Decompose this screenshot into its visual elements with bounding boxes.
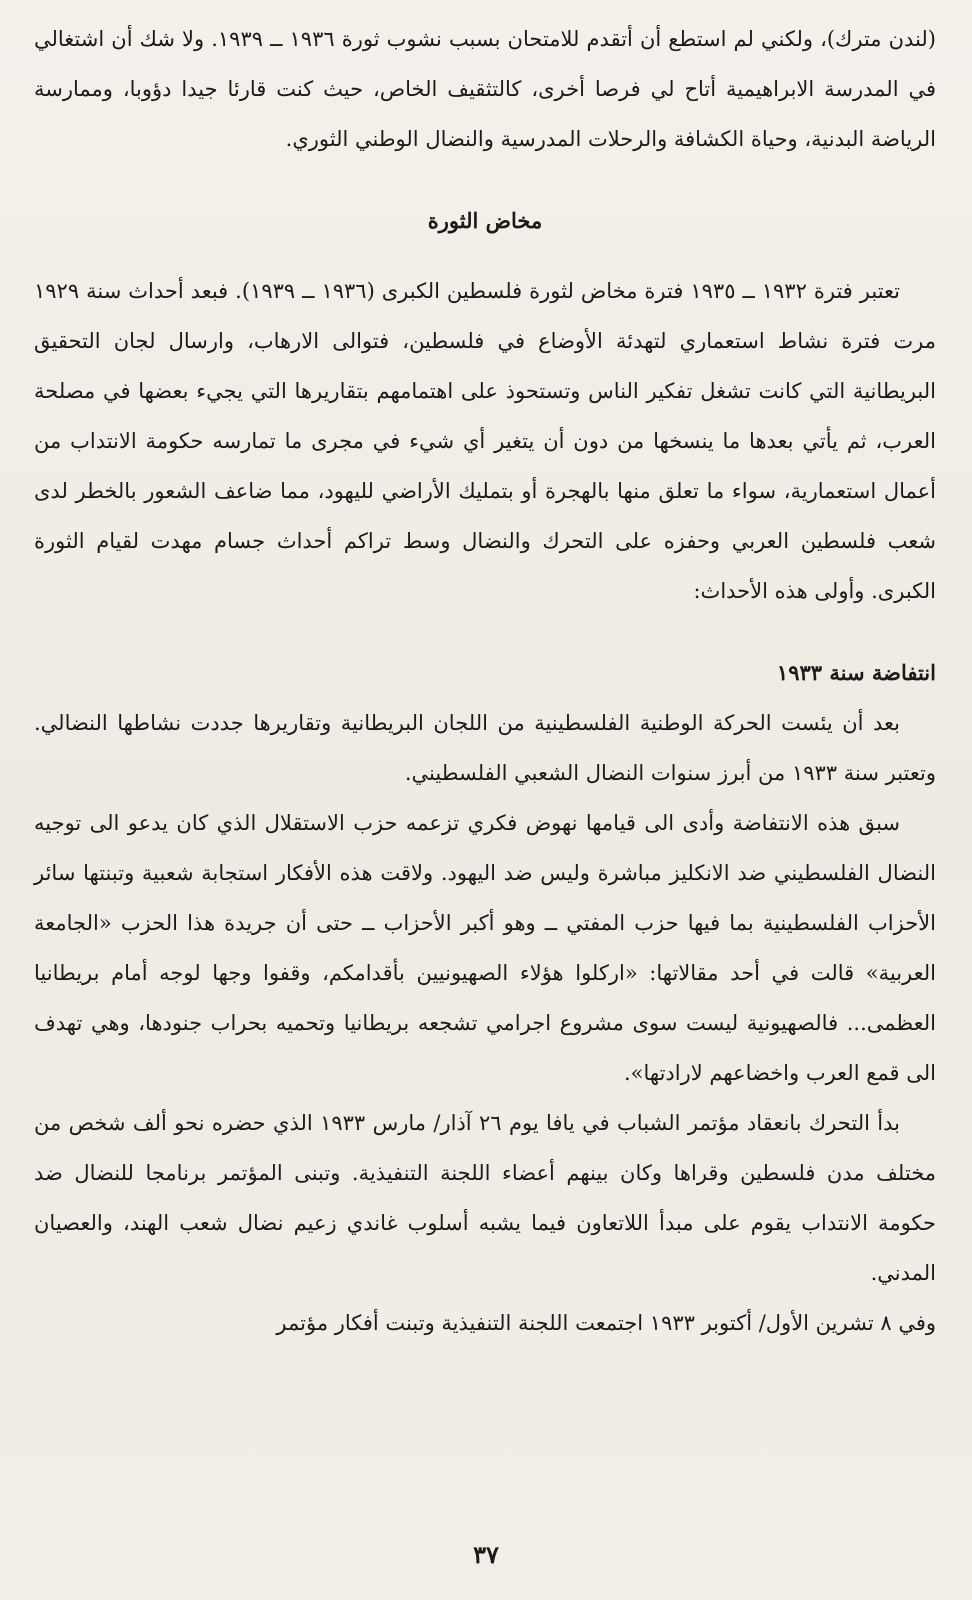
page-number: ٣٧ — [473, 1540, 499, 1569]
body-text — [34, 14, 936, 1348]
paragraph-4: سبق هذه الانتفاضة وأدى الى قيامها نهوض فكري تزعمه حزب الاستقلال الذي كان يدعو الى توجيه النضال الفلسطيني ضد الانكليز مباشرة وليس ضد اليهود. ولاقت هذه الأفكار استجابة شعبية وتبنتها سائر الأحزاب الفلسطينية بما فيها حزب المفتي ــ وهو أكبر الأحزاب ــ حتى أن جريدة هذا الحزب «الجامعة العربية» قالت في أحد مقالاتها: «اركلوا هؤلاء الصهيونيين بأقدامكم، وقفوا وجها لوجه أمام بريطانيا العظمى... فالصهيونية ليست سوى مشروع اجرامي تشجعه بريطانيا وتحميه بحراب جنودها، وهي تهدف الى قمع العرب واخضاعهم لارادتها». — [34, 811, 936, 1085]
paragraph-6: وفي ٨ تشرين الأول/ أكتوبر ١٩٣٣ اجتمعت اللجنة التنفيذية وتبنت أفكار مؤتمر — [276, 1311, 936, 1335]
paragraph-2: تعتبر فترة ١٩٣٢ ــ ١٩٣٥ فترة مخاض لثورة فلسطين الكبرى (١٩٣٦ ــ ١٩٣٩). فبعد أحداث سنة ١٩٢٩ مرت فترة نشاط استعماري لتهدئة الأوضاع في فلسطين، فتوالى الارهاب، وارسال لجان التحقيق البريطانية التي كانت تشغل تفكير الناس وتستحوذ على اهتمامهم بتقاريرها التي يجيء بعضها في مصلحة العرب، ثم يأتي بعدها ما ينسخها من دون أن يتغير أي شيء في مجرى ما تمارسه حكومة الانتداب من أعمال استعمارية، سواء ما تعلق منها بالهجرة أو بتمليك الأراضي لليهود، مما ضاعف الشعور بالخطر لدى شعب فلسطين العربي وحفزه على التحرك والنضال وسط تراكم أحداث جسام مهدت لقيام الثورة الكبرى. وأولى هذه الأحداث: — [34, 279, 936, 603]
paragraph-3: بعد أن يئست الحركة الوطنية الفلسطينية من اللجان البريطانية وتقاريرها جددت نشاطها النضالي. وتعتبر سنة ١٩٣٣ من أبرز سنوات النضال الشعبي الفلسطيني. — [34, 711, 936, 785]
paragraph-1: (لندن مترك)، ولكني لم استطع أن أتقدم للامتحان بسبب نشوب ثورة ١٩٣٦ ــ ١٩٣٩. ولا شك أن اشتغالي في المدرسة الابراهيمية أتاح لي فرصا أخرى، كالتثقيف الخاص، حيث كنت قارئا جيدا دؤوبا، وممارسة الرياضة البدنية، وحياة الكشافة والرحلات المدرسية والنضال الوطني الثوري. — [34, 27, 936, 151]
section-heading-uprising-1933: انتفاضة سنة ١٩٣٣ — [776, 660, 936, 685]
paragraph-5: بدأ التحرك بانعقاد مؤتمر الشباب في يافا يوم ٢٦ آذار/ مارس ١٩٣٣ الذي حضره نحو ألف شخص من مختلف مدن فلسطين وقراها وكان بينهم أعضاء اللجنة التنفيذية. وتبنى المؤتمر برنامجا للنضال ضد حكومة الانتداب يقوم على مبدأ اللاتعاون فيما يشبه أسلوب غاندي زعيم نضال شعب الهند، والعصيان المدني. — [34, 1111, 936, 1285]
section-heading-birth-of-revolution: مخاض الثورة — [427, 208, 543, 233]
